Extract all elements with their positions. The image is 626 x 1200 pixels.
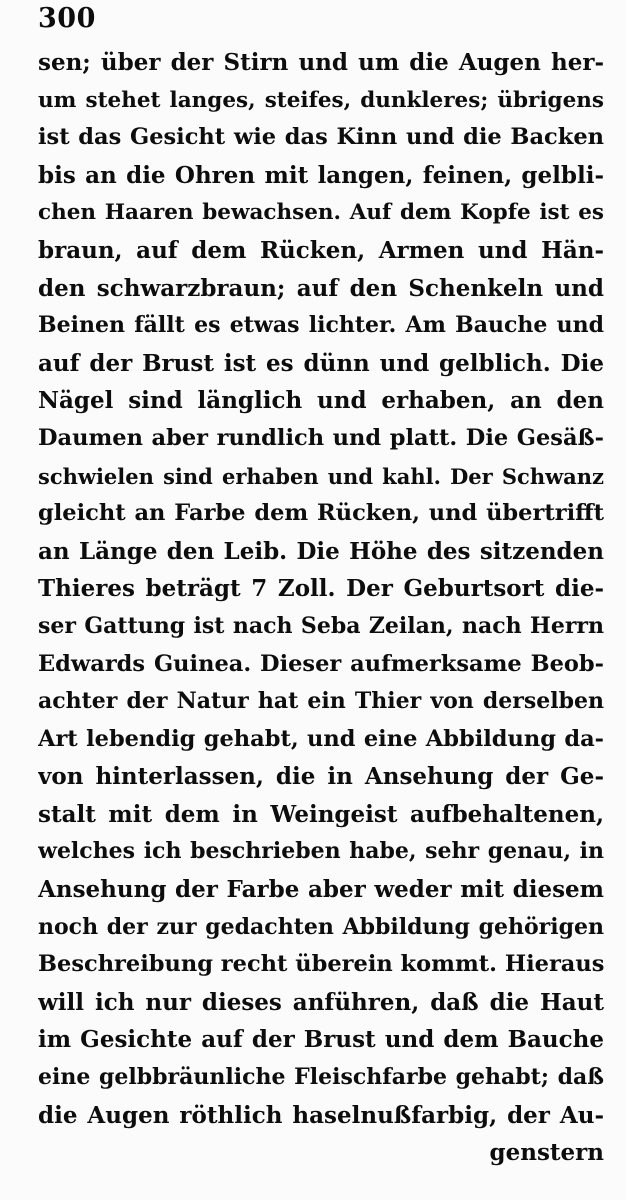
text-line: chen Haaren bewachsen. Auf dem Kopfe ist es [38,200,604,226]
text-line: von hinterlassen, die in Ansehung der Ge- [38,763,604,791]
text-line: Edwards Guinea. Dieser aufmerksame Beob- [38,650,604,677]
text-line: genstern [489,1139,604,1167]
text-line: ser Gattung ist nach Seba Zeilan, nach Herrn [38,612,604,639]
text-line: Nägel sind länglich und erhaben, an den [38,387,604,415]
text-line: braun, auf dem Rücken, Armen und Hän- [38,236,604,264]
text-line: gleicht an Farbe dem Rücken, und übertrifft [38,500,604,527]
text-line: ist das Gesicht wie das Kinn und die Backen [38,124,604,151]
text-line: Art lebendig gehabt, und eine Abbildung da- [38,725,604,752]
text-line: will ich nur dieses anführen, daß die Haut [38,988,604,1016]
text-line: noch der zur gedachten Abbildung gehörigen [38,913,604,940]
text-line: im Gesichte auf der Brust und dem Bauche [38,1026,604,1054]
text-line: eine gelbbräunliche Fleischfarbe gehabt; daß [38,1064,604,1091]
page-number: 300 [38,3,96,34]
text-line: die Augen röthlich haselnußfarbig, der Au- [38,1101,604,1129]
text-line: Beinen fällt es etwas lichter. Am Bauche und [38,312,604,339]
text-line: den schwarzbraun; auf den Schenkeln und [38,274,604,302]
text-line: bis an die Ohren mit langen, feinen, gelbli- [38,161,604,189]
text-line: an Länge den Leib. Die Höhe des sitzenden [38,537,604,565]
text-line: Ansehung der Farbe aber weder mit diesem [38,876,604,904]
text-line: auf der Brust ist es dünn und gelblich. Die [38,349,604,377]
text-line: Thieres beträgt 7 Zoll. Der Geburtsort die- [38,575,604,603]
body-text [38,44,604,1172]
text-line: stalt mit dem in Weingeist aufbehaltenen, [38,800,604,828]
text-line: achter der Natur hat ein Thier von derselben [38,688,604,715]
text-line: Daumen aber rundlich und platt. Die Gesäß- [38,424,604,451]
text-line: Beschreibung recht überein kommt. Hieraus [38,951,604,978]
text-line: schwielen sind erhaben und kahl. Der Schwanz [38,463,604,489]
text-line: welches ich beschrieben habe, sehr genau, in [38,838,604,865]
text-line: um stehet langes, steifes, dunkleres; übrigens [38,87,604,113]
text-line: sen; über der Stirn und um die Augen her- [38,49,604,76]
